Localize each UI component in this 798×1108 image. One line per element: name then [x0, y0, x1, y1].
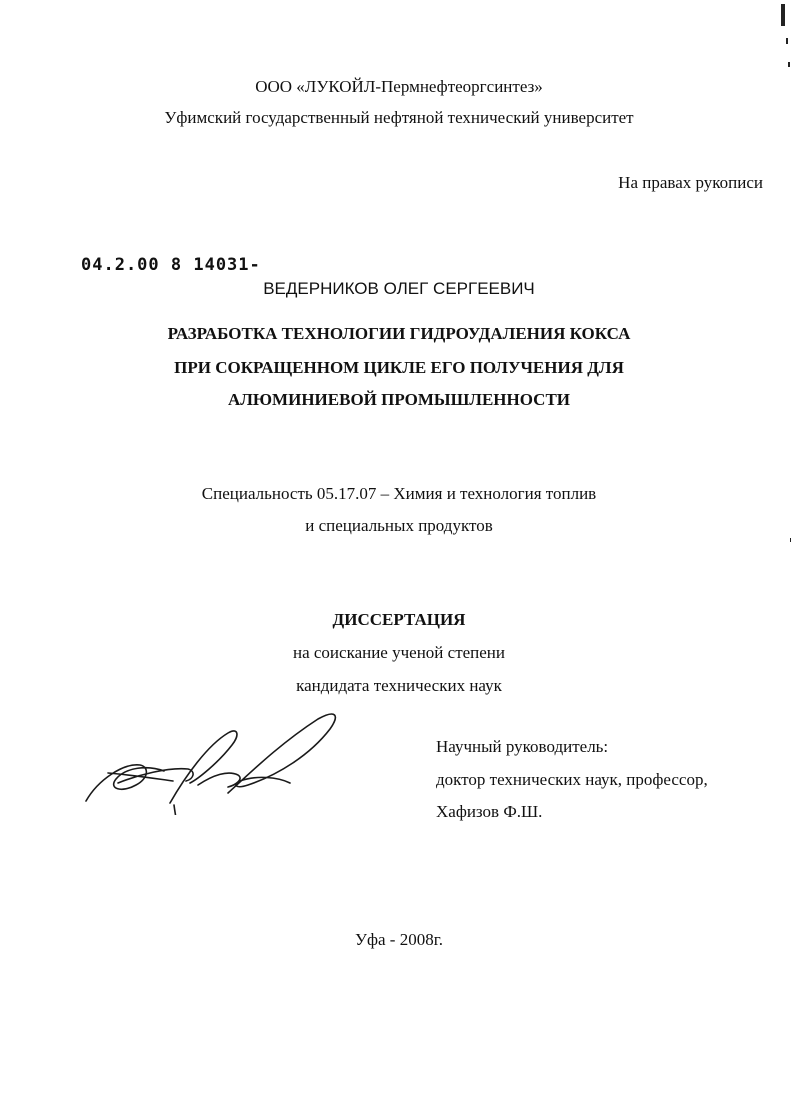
supervisor-degree: доктор технических наук, профессор,	[436, 770, 708, 789]
margin-scan-mark	[781, 4, 785, 26]
dissertation-title-line-3: АЛЮМИНИЕВОЙ ПРОМЫШЛЕННОСТИ	[227, 390, 571, 409]
dissertation-title-line-2: ПРИ СОКРАЩЕННОМ ЦИКЛЕ ЕГО ПОЛУЧЕНИЯ ДЛЯ	[174, 358, 624, 377]
dissertation-title-line-1: РАЗРАБОТКА ТЕХНОЛОГИИ ГИДРОУДАЛЕНИЯ КОКСА	[167, 324, 631, 343]
rights-note: На правах рукописи	[618, 173, 763, 192]
header-organization: ООО «ЛУКОЙЛ-Пермнефтеоргсинтез»	[255, 77, 543, 96]
dissertation-heading: ДИССЕРТАЦИЯ	[332, 610, 466, 629]
stamp-number: 04.2.00 8 14031-	[81, 255, 261, 275]
author-name: ВЕДЕРНИКОВ ОЛЕГ СЕРГЕЕВИЧ	[263, 279, 535, 298]
city-year: Уфа - 2008г.	[354, 930, 444, 949]
margin-scan-mark	[788, 62, 790, 67]
header-university: Уфимский государственный нефтяной технический университет	[164, 108, 634, 127]
margin-scan-mark	[790, 538, 791, 542]
margin-scan-mark	[786, 38, 788, 44]
specialty-line-2: и специальных продуктов	[305, 516, 493, 535]
specialty-line-1: Специальность 05.17.07 – Химия и технология топлив	[201, 484, 597, 503]
supervisor-name: Хафизов Ф.Ш.	[436, 802, 543, 821]
signature	[78, 705, 348, 815]
dissertation-degree-line-1: на соискание ученой степени	[292, 643, 506, 662]
supervisor-label: Научный руководитель:	[436, 737, 609, 756]
dissertation-degree-line-2: кандидата технических наук	[296, 676, 502, 695]
